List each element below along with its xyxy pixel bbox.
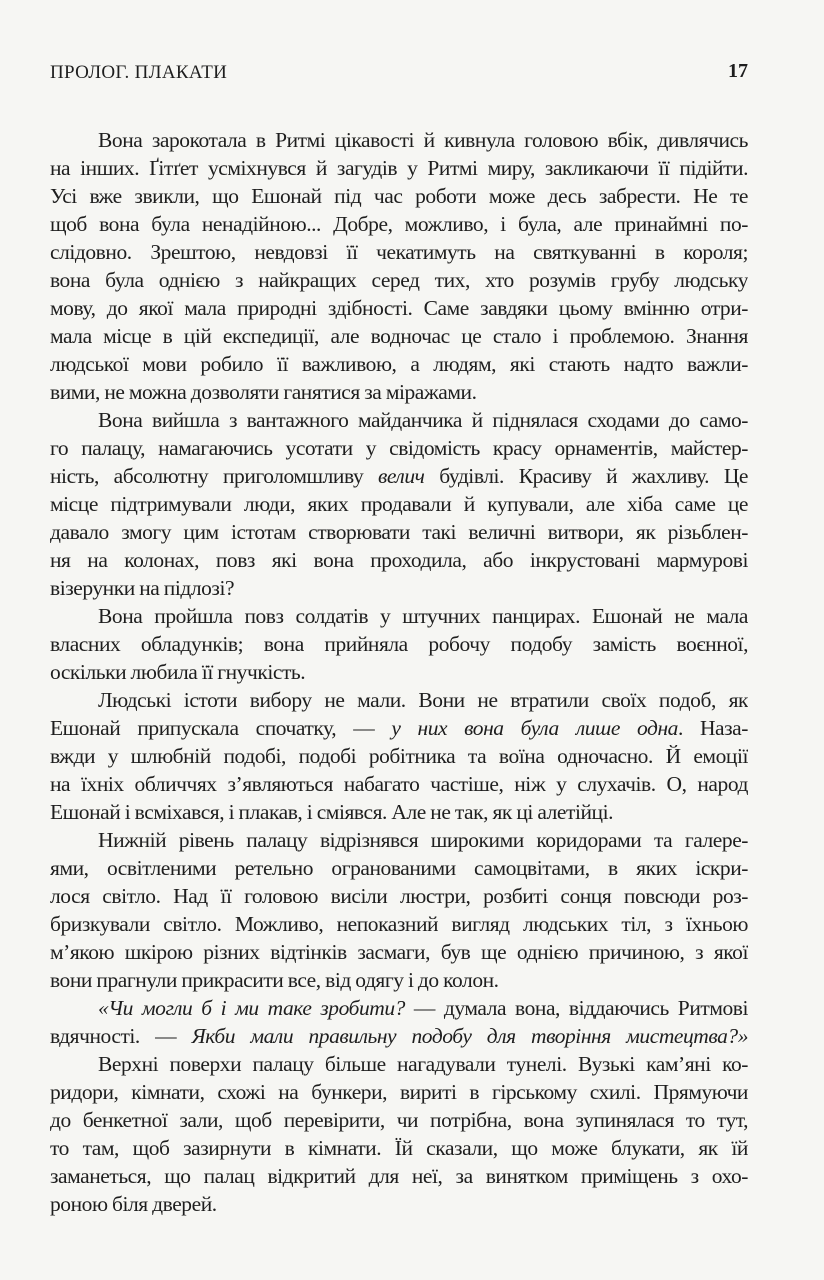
text-segment: щоб вона була ненадійною... Добре, можливо, і була, але принаймні по- xyxy=(50,212,748,236)
text-line xyxy=(50,826,748,854)
text-line xyxy=(50,322,748,350)
text-line xyxy=(50,1106,748,1134)
paragraph xyxy=(50,406,748,602)
text-line xyxy=(50,742,748,770)
text-line xyxy=(50,406,748,434)
text-segment: вдячності. — xyxy=(50,1024,192,1048)
text-line xyxy=(50,518,748,546)
italic-text: велич xyxy=(377,464,425,488)
text-line xyxy=(50,1050,748,1078)
text-segment: ридори, кімнати, схожі на бункери, вириті в гірському схилі. Прямуючи xyxy=(50,1080,748,1104)
text-segment: на їхніх обличчях з’являються набагато частіше, ніж у слухачів. О, народ xyxy=(50,772,748,796)
text-line xyxy=(50,1162,748,1190)
text-segment: Вона пройшла повз солдатів у штучних панцирах. Ешонай не мала xyxy=(98,604,748,628)
text-segment: ність, абсолютну приголомшливу xyxy=(50,464,378,488)
text-segment: на інших. Ґітґет усміхнувся й загудів у Ритмі миру, закликаючи її підійти. xyxy=(50,156,748,180)
text-segment: го палацу, намагаючись усотати у свідомість красу орнаментів, майстер- xyxy=(50,436,748,460)
text-line xyxy=(50,378,748,406)
paragraph xyxy=(50,602,748,686)
italic-text: «Чи могли б і ми таке зробити? xyxy=(98,996,405,1020)
text-line xyxy=(50,602,748,630)
text-segment: людської мови робило її важливою, а людям, які стають надто важли- xyxy=(50,352,748,376)
text-line xyxy=(50,770,748,798)
text-segment: мала місце в цій експедиції, але водночас це стало і проблемою. Знання xyxy=(50,324,748,348)
text-line xyxy=(50,1134,748,1162)
paragraph xyxy=(50,126,748,406)
text-segment: ями, освітленими ретельно огранованими самоцвітами, в яких іскри- xyxy=(50,856,748,880)
text-line xyxy=(50,938,748,966)
text-line xyxy=(50,798,748,826)
text-segment: — думала вона, віддаючись Ритмові xyxy=(404,996,748,1020)
text-segment: візерунки на підлозі? xyxy=(50,576,235,600)
text-segment: слідовно. Зрештою, невдовзі її чекатимуть на святкуванні в короля; xyxy=(50,240,748,264)
paragraph xyxy=(50,1050,748,1218)
text-line xyxy=(50,266,748,294)
text-line xyxy=(50,126,748,154)
text-segment: бризкували світло. Можливо, непоказний вигляд людських тіл, з їхньою xyxy=(50,912,748,936)
italic-text: у них вона була лише одна xyxy=(391,716,678,740)
text-line xyxy=(50,1190,748,1218)
text-line xyxy=(50,1022,748,1050)
italic-text: Якби мали правильну подобу для творіння мистецтва?» xyxy=(191,1024,748,1048)
text-segment: вони прагнули прикрасити все, від одягу і до колон. xyxy=(50,968,499,992)
text-segment: то там, щоб зазирнути в кімнати. Їй сказали, що може блукати, як їй xyxy=(50,1136,748,1160)
text-segment: роною біля дверей. xyxy=(50,1192,217,1216)
text-segment: до бенкетної зали, щоб перевірити, чи потрібна, вона зупинялася то тут, xyxy=(50,1108,748,1132)
text-line xyxy=(50,910,748,938)
text-line xyxy=(50,882,748,910)
text-segment: будівлі. Красиву й жахливу. Це xyxy=(424,464,748,488)
text-segment: . Наза- xyxy=(677,716,748,740)
text-line xyxy=(50,154,748,182)
text-segment: заманеться, що палац відкритий для неї, за винятком приміщень з охо- xyxy=(50,1164,748,1188)
body-text xyxy=(50,126,748,1218)
paragraph xyxy=(50,994,748,1050)
text-segment: ня на колонах, повз які вона проходила, або інкрустовані мармурові xyxy=(50,548,748,572)
text-line xyxy=(50,686,748,714)
text-line xyxy=(50,462,748,490)
text-segment: Вона вийшла з вантажного майданчика й піднялася сходами до само- xyxy=(98,408,748,432)
text-segment: власних обладунків; вона прийняла робочу подобу замість воєнної, xyxy=(50,632,748,656)
text-line xyxy=(50,210,748,238)
text-segment: Верхні поверхи палацу більше нагадували тунелі. Вузькі кам’яні ко- xyxy=(98,1052,748,1076)
text-line xyxy=(50,854,748,882)
text-segment: лося світло. Над її головою висіли люстри, розбиті сонця повсюди роз- xyxy=(50,884,748,908)
text-line xyxy=(50,546,748,574)
text-line xyxy=(50,630,748,658)
text-line xyxy=(50,434,748,462)
text-segment: вжди у шлюбній подобі, подобі робітника та воїна одночасно. Й емоції xyxy=(50,744,748,768)
text-line xyxy=(50,238,748,266)
text-segment: вона була однією з найкращих серед тих, хто розумів грубу людську xyxy=(50,268,748,292)
text-segment: Ешонай і всміхався, і плакав, і сміявся. Але не так, як ці алетійці. xyxy=(50,800,614,824)
text-line xyxy=(50,714,748,742)
text-segment: Усі вже звикли, що Ешонай під час роботи може десь забрести. Не те xyxy=(50,184,748,208)
running-title: ПРОЛОГ. ПЛАКАТИ xyxy=(50,62,228,83)
text-segment: вими, не можна дозволяти ганятися за міражами. xyxy=(50,380,477,404)
text-segment: місце підтримували люди, яких продавали й купували, але хіба саме це xyxy=(50,492,748,516)
text-segment: Нижній рівень палацу відрізнявся широкими коридорами та галере- xyxy=(98,828,748,852)
text-line xyxy=(50,658,748,686)
text-segment: м’якою шкірою різних відтінків засмаги, був ще однією причиною, з якої xyxy=(50,940,748,964)
text-line xyxy=(50,294,748,322)
text-line xyxy=(50,966,748,994)
text-segment: давало змогу цим істотам створювати такі величні витвори, як різьблен- xyxy=(50,520,748,544)
text-segment: мову, до якої мала природні здібності. Саме завдяки цьому вмінню отри- xyxy=(50,296,748,320)
text-line xyxy=(50,574,748,602)
text-line xyxy=(50,182,748,210)
paragraph xyxy=(50,686,748,826)
text-segment: Ешонай припускала спочатку, — xyxy=(50,716,392,740)
text-segment: оскільки любила її гнучкість. xyxy=(50,660,306,684)
text-segment: Людські істоти вибору не мали. Вони не втратили своїх подоб, як xyxy=(98,688,748,712)
text-line xyxy=(50,350,748,378)
text-segment: Вона зарокотала в Ритмі цікавості й кивнула головою вбік, дивлячись xyxy=(98,128,748,152)
page-number: 17 xyxy=(728,60,748,82)
text-line xyxy=(50,1078,748,1106)
text-line xyxy=(50,994,748,1022)
paragraph xyxy=(50,826,748,994)
text-line xyxy=(50,490,748,518)
